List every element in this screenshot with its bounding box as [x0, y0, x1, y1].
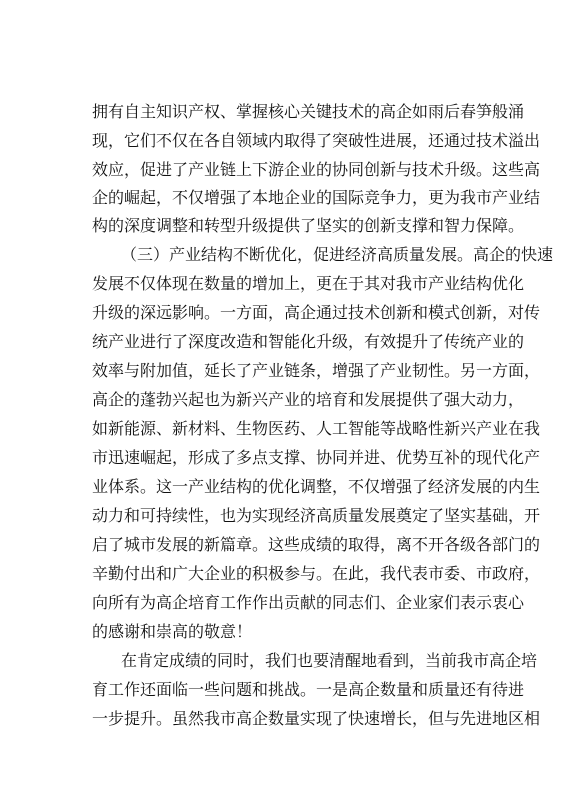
text-line-17: 辛勤付出和广大企业的积极参与。在此，我代表市委、市政府，	[92, 564, 541, 583]
text-line-3: 效应，促进了产业链上下游企业的协同创新与技术升级。这些高	[92, 160, 541, 179]
text-line-12: 如新能源、新材料、生物医药、人工智能等战略性新兴产业在我	[92, 419, 541, 438]
text-line-4: 企的崛起，不仅增强了本地企业的国际竞争力，更为我市产业结	[92, 188, 541, 207]
text-line-2: 现，它们不仅在各自领域内取得了突破性进展，还通过技术溢出	[92, 131, 541, 150]
text-line-14: 业体系。这一产业结构的优化调整，不仅增强了经济发展的内生	[92, 477, 541, 496]
text-line-13: 市迅速崛起，形成了多点支撑、协同并进、优势互补的现代化产	[92, 448, 541, 467]
text-line-9: 统产业进行了深度改造和智能化升级，有效提升了传统产业的	[92, 332, 525, 351]
text-line-11: 高企的蓬勃兴起也为新兴产业的培育和发展提供了强大动力，	[92, 390, 525, 409]
text-line-19: 的感谢和崇高的敬意！	[92, 622, 253, 641]
paragraph-start-line: 在肯定成绩的同时，我们也要清醒地看到，当前我市高企培	[121, 651, 538, 670]
text-line-21: 育工作还面临一些问题和挑战。一是高企数量和质量还有待进	[92, 680, 525, 699]
text-line-1: 拥有自主知识产权、掌握核心关键技术的高企如雨后春笋般涌	[92, 102, 525, 121]
text-line-16: 启了城市发展的新篇章。这些成绩的取得，离不开各级各部门的	[92, 535, 541, 554]
text-line-7: 发展不仅体现在数量的增加上，更在于其对我市产业结构优化	[92, 274, 525, 293]
section-heading-line: （三）产业结构不断优化，促进经济高质量发展。高企的快速	[121, 245, 554, 264]
text-line-15: 动力和可持续性，也为实现经济高质量发展奠定了坚实基础，开	[92, 506, 541, 525]
text-line-8: 升级的深远影响。一方面，高企通过技术创新和模式创新，对传	[92, 303, 541, 322]
text-line-18: 向所有为高企培育工作作出贡献的同志们、企业家们表示衷心	[92, 593, 525, 612]
text-line-22: 一步提升。虽然我市高企数量实现了快速增长，但与先进地区相	[92, 709, 541, 728]
text-line-5: 构的深度调整和转型升级提供了坚实的创新支撑和智力保障。	[92, 216, 525, 235]
text-line-10: 效率与附加值，延长了产业链条，增强了产业韧性。另一方面，	[92, 361, 541, 380]
